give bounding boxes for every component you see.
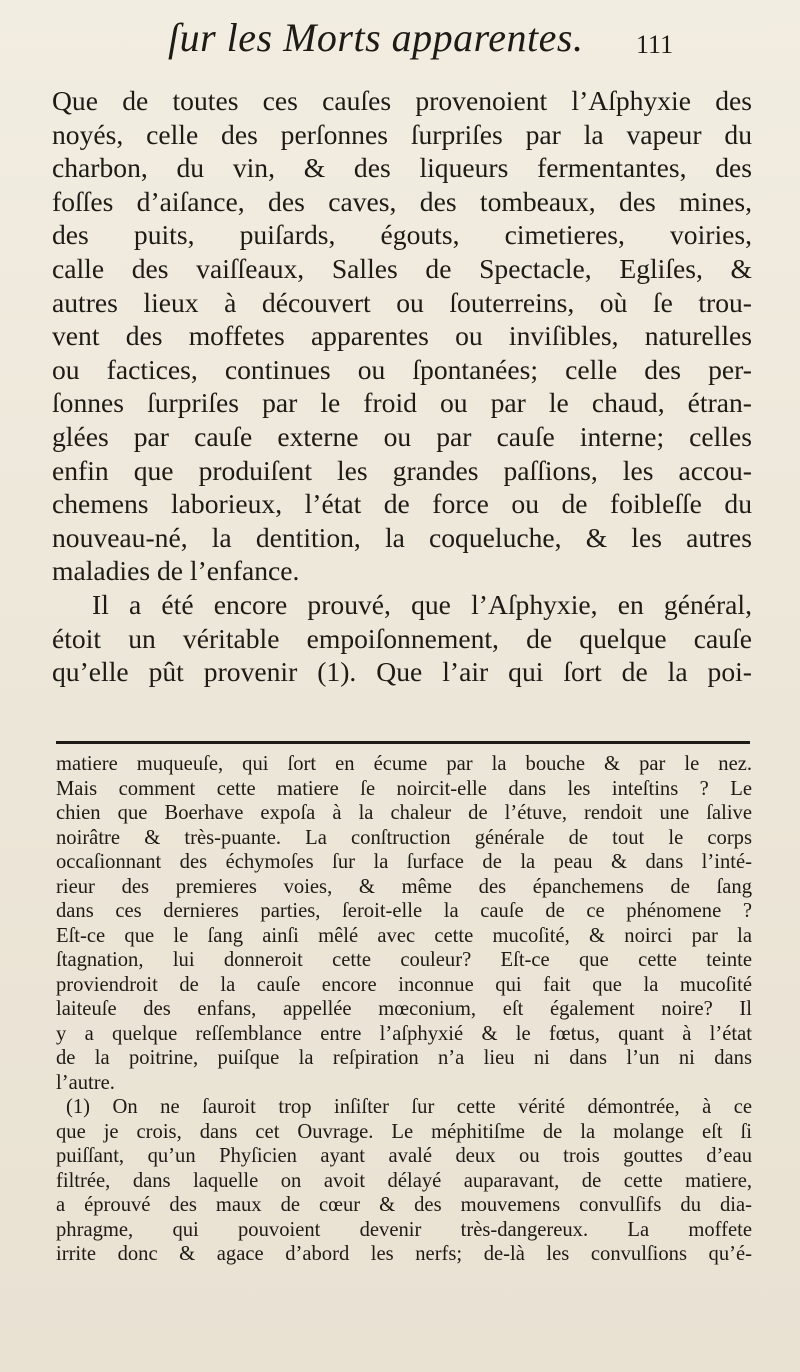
text-line: vent des moffetes apparentes ou inviſibles, naturelles — [52, 320, 752, 352]
footnote-line: rieur des premieres voies, & même des épanchemens de ſang — [56, 875, 752, 898]
text-line: glées par cauſe externe ou par cauſe interne; celles — [52, 420, 752, 452]
text-line: noyés, celle des perſonnes ſurpriſes par la vapeur du — [52, 118, 752, 150]
text-line: Que de toutes ces cauſes provenoient l’Aſphyxie des — [52, 85, 752, 116]
footnote-line: que je crois, dans cet Ouvrage. Le méphitiſme de la molange eſt ſi — [56, 1120, 752, 1143]
text-line: chemens laborieux, l’état de force ou de foibleſſe du — [52, 488, 752, 520]
text-line: charbon, du vin, & des liqueurs fermentantes, des — [52, 152, 752, 184]
footnote-line: occaſionnant des échymoſes ſur la ſurface de la peau & dans l’inté- — [56, 851, 752, 873]
text-line: calle des vaiſſeaux, Salles de Spectacle, Egliſes, & — [52, 252, 752, 284]
footnote-line: filtrée, dans laquelle on avoit délayé auparavant, de cette matiere, — [56, 1169, 752, 1192]
text-line: étoit un véritable empoiſonnement, de quelque cauſe — [52, 622, 752, 654]
running-title: ſur les Morts apparentes. — [168, 15, 584, 60]
footnote-line: de la poitrine, puiſque la reſpiration n’a lieu ni dans l’un ni dans — [56, 1047, 752, 1069]
text-line: maladies de l’enfance. — [52, 555, 300, 587]
footnote-line: y a quelque reſſemblance entre l’aſphyxié & le fœtus, quant à l’état — [56, 1022, 752, 1045]
footnote-line: a éprouvé des maux de cœur & des mouvemens convulſifs du dia- — [56, 1194, 752, 1216]
footnote-line: chien que Boerhave expoſa à la chaleur de l’étuve, rendoit une ſalive — [56, 802, 752, 824]
footnote-line: Eſt-ce que le ſang ainſi mêlé avec cette mucoſité, & noirci par la — [56, 924, 752, 947]
text-line: Il a été encore prouvé, que l’Aſphyxie, en général, — [92, 588, 752, 620]
text-line: qu’elle pût provenir (1). Que l’air qui ſort de la poi- — [52, 656, 752, 688]
footnote-line: ſtagnation, lui donneroit cette couleur? Eſt-ce que cette teinte — [56, 949, 752, 971]
footnote-line: matiere muqueuſe, qui ſort en écume par la bouche & par le nez. — [56, 753, 752, 775]
footnote-line: (1) On ne ſauroit trop inſiſter ſur cette vérité démontrée, à ce — [66, 1096, 752, 1118]
footnote-line: phragme, qui pouvoient devenir très-dangereux. La moffete — [56, 1218, 752, 1241]
footnote-line: puiſſant, qu’un Phyſicien ayant avalé deux ou trois gouttes d’eau — [56, 1145, 752, 1167]
text-line: ſonnes ſurpriſes par le froid ou par le chaud, étran- — [52, 387, 752, 419]
footnote-line: Mais comment cette matiere ſe noircit-elle dans les inteſtins ? Le — [56, 777, 752, 800]
text-line: nouveau-né, la dentition, la coqueluche, & les autres — [52, 521, 752, 553]
text-line: autres lieux à découvert ou ſouterreins, où ſe trou- — [52, 286, 752, 318]
footnotes-block — [56, 752, 752, 1267]
footnote-line: l’autre. — [56, 1071, 115, 1094]
text-line: des puits, puiſards, égouts, cimetieres, voiries, — [52, 219, 752, 251]
page-header — [0, 14, 800, 76]
main-text-block — [52, 84, 752, 689]
text-line: enfin que produiſent les grandes paſſions, les accou- — [52, 454, 752, 486]
text-line: foſſes d’aiſance, des caves, des tombeaux, des mines, — [52, 185, 752, 217]
footnote-line: noirâtre & très-puante. La conſtruction générale de tout le corps — [56, 826, 752, 849]
footnote-line: proviendroit de la cauſe encore inconnue qui fait que la mucoſité — [56, 973, 752, 996]
footnote-line: dans ces dernieres parties, ſeroit-elle la cauſe de ce phénomene ? — [56, 900, 752, 922]
footnote-separator-rule — [56, 741, 750, 744]
page-number: 111 — [636, 30, 674, 59]
text-line: ou factices, continues ou ſpontanées; celle des per- — [52, 353, 752, 385]
footnote-line: laiteuſe des enfans, appellée mœconium, eſt également noire? Il — [56, 998, 752, 1020]
footnote-line: irrite donc & agace d’abord les nerfs; de-là les convulſions qu’é- — [56, 1243, 752, 1265]
